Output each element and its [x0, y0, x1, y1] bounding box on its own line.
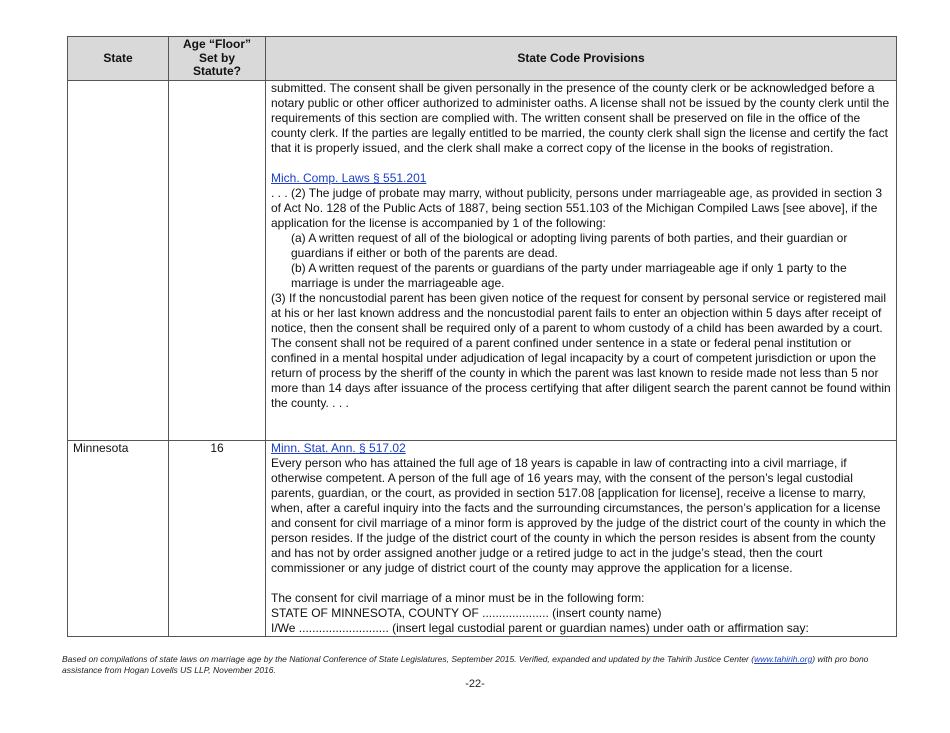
header-provisions: State Code Provisions [266, 37, 897, 81]
age-cell: 16 [169, 441, 266, 637]
statute-link-mich[interactable]: Mich. Comp. Laws § 551.201 [271, 171, 427, 185]
provision-text: I/We ........................... (insert legal custodial parent or guardian names) under oath or affirmation say: [271, 621, 809, 635]
header-age-line3: Statute? [193, 64, 241, 79]
marriage-law-table [67, 36, 897, 637]
provision-text: STATE OF MINNESOTA, COUNTY OF .................... (insert county name) [271, 606, 662, 620]
provision-text: submitted. The consent shall be given personally in the presence of the county clerk or be acknowledged before a notary public or other officer authorized to administer oaths. A license shall not be issued by the county clerk until the requirements of this section are complied with. The written consent shall be preserved on file in the office of the county clerk. If the parties are legally entitled to be married, the county clerk shall sign the license and certify the fact that it is properly issued, and the clerk shall make a correct copy of the license in the books of registration. [271, 81, 890, 155]
provisions-cell [266, 441, 897, 637]
provision-subclause-b: (b) A written request of the parents or guardians of the party under marriageable age if only 1 party to the marriage is under the marriageable age. [291, 261, 847, 290]
state-cell: Minnesota [68, 441, 169, 637]
header-age-line2: Set by [198, 50, 235, 65]
provisions-cell [266, 81, 897, 441]
footer-text: Based on compilations of state laws on marriage age by the National Conference of State Legislatures, September 2015. Verified, expanded and updated by the Tahirih Justice Center ( [62, 654, 755, 664]
footer-note [62, 654, 897, 676]
statute-link-minn[interactable]: Minn. Stat. Ann. § 517.02 [271, 441, 406, 455]
header-state: State [68, 37, 169, 81]
header-age-floor [169, 37, 266, 81]
table-header-row [68, 37, 897, 81]
provision-text: Every person who has attained the full age of 18 years is capable in law of contracting into a civil marriage, if otherwise competent. A person of the full age of 16 years may, with the consent of the person’s legal custodial parents, guardian, or the court, as provided in section 517.08 [application for license], receive a license to marry, when, after a careful inquiry into the facts and the surrounding circumstances, the person’s application for a license and consent for civil marriage of a minor form is approved by the judge of the district court of the county in which the person resides. If the judge of the district court of the county in which the person resides is absent from the county and has not by order assigned another judge or a retired judge to act in the judge’s stead, then the court commissioner or any judge of district court of the county may approve the application for a license. [271, 456, 886, 575]
page-number: -22- [465, 678, 485, 690]
provision-subclause-a: (a) A written request of all of the biological or adopting living parents of both parties, and their guardian or guardians if either or both of the parents are dead. [291, 231, 848, 260]
provision-text: The consent for civil marriage of a minor must be in the following form: [271, 591, 645, 605]
age-cell [169, 81, 266, 441]
header-age-line1: Age “Floor” [183, 37, 251, 52]
state-cell [68, 81, 169, 441]
provision-text: . . . (2) The judge of probate may marry, without publicity, persons under marriageable age, as provided in section 3 of Act No. 128 of the Public Acts of 1887, being section 551.103 of the Michigan Compiled Laws [see above], if the application for the license is accompanied by 1 of the following: [271, 186, 882, 230]
provision-text: (3) If the noncustodial parent has been given notice of the request for consent by personal service or registered mail at his or her last known address and the noncustodial parent fails to enter an objection within 5 days after receipt of notice, then the consent shall be required only of a parent to whom custody of a child has been awarded by a court. The consent shall not be required of a parent confined under sentence in a state or federal penal institution or confined in a mental hospital under adjudication of legal incapacity by a court of competent jurisdiction or upon the return of process by the sheriff of the county in which the parent was last known to reside made not less than 5 nor more than 14 days after issuance of the process certifying that after diligent search the parent cannot be found within the county. . . . [271, 291, 891, 410]
table-row [68, 441, 897, 637]
footer-text-end: ) with pro bono assistance from Hogan Lovells US LLP, November 2016. [62, 654, 869, 675]
table-row [68, 81, 897, 441]
footer-link[interactable]: www.tahirih.org [754, 654, 813, 664]
